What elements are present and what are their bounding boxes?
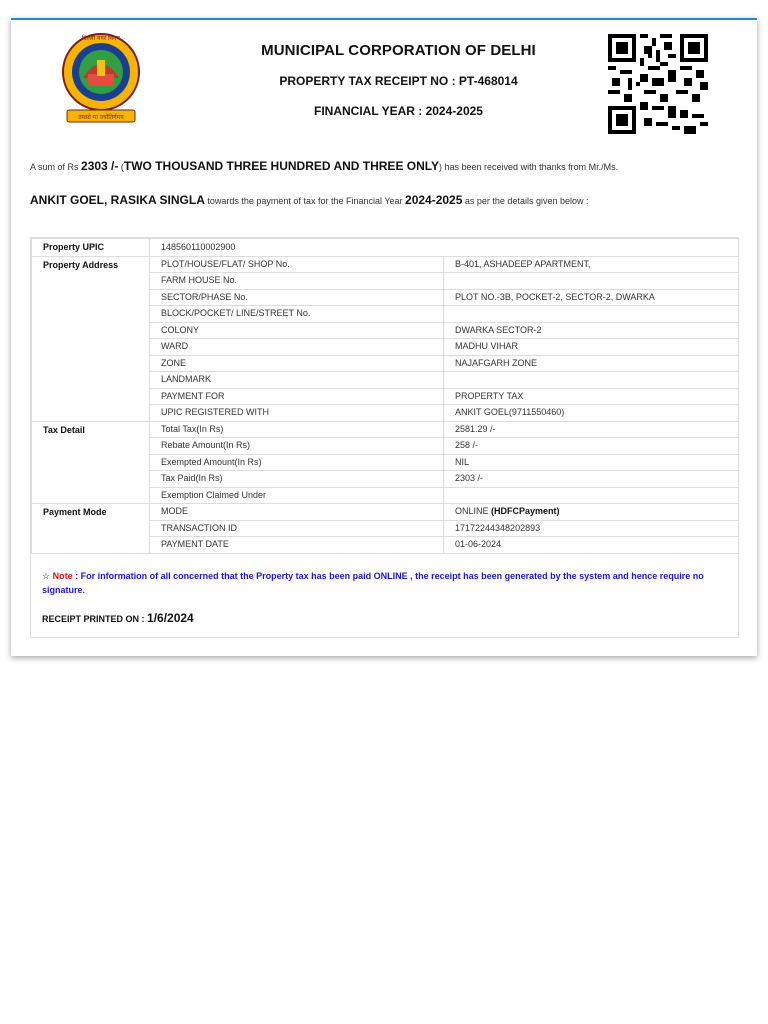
details-panel — [30, 237, 739, 638]
sum-post: ) has been received with thanks from Mr./Ms. — [439, 162, 619, 172]
property-upic-value: 148560110002900 — [150, 239, 739, 257]
row-label: WARD — [150, 339, 444, 356]
row-value: DWARKA SECTOR-2 — [444, 322, 739, 339]
logo-motto-text: तमसो मा ज्योतिर्गमय — [78, 114, 124, 121]
row-value: B-401, ASHADEEP APARTMENT, — [444, 256, 739, 273]
sum-amount: 2303 /- — [81, 159, 119, 173]
table-row — [32, 256, 739, 273]
payer-names: ANKIT GOEL, RASIKA SINGLA — [30, 193, 205, 207]
property-address-label: Property Address — [32, 256, 150, 421]
row-value — [444, 306, 739, 323]
sum-mid: ( — [118, 162, 124, 172]
mcd-logo-emblem — [57, 30, 145, 126]
row-value: ANKIT GOEL(9711550460) — [444, 405, 739, 422]
row-value — [444, 372, 739, 389]
row-value — [444, 504, 739, 521]
row-value: MADHU VIHAR — [444, 339, 739, 356]
printed-date: 1/6/2024 — [147, 611, 194, 625]
tax-detail-label: Tax Detail — [32, 421, 150, 504]
system-generated-note — [42, 569, 732, 597]
payer-mid: towards the payment of tax for the Financial Year — [204, 196, 406, 206]
row-value: NAJAFGARH ZONE — [444, 355, 739, 372]
printed-label: RECEIPT PRINTED ON : — [42, 614, 148, 624]
row-value: PROPERTY TAX — [444, 388, 739, 405]
payment-mode-value: ONLINE — [455, 506, 489, 517]
row-label: SECTOR/PHASE No. — [150, 289, 444, 306]
payment-mode-label: Payment Mode — [32, 504, 150, 554]
receipt-card — [11, 18, 757, 656]
row-label: Total Tax(In Rs) — [150, 421, 444, 438]
row-label: LANDMARK — [150, 372, 444, 389]
sum-pre: A sum of Rs — [30, 162, 82, 172]
note-text: For information of all concerned that the Property tax has been paid ONLINE , the receipt has been generated by the system and hence require no signature. — [42, 571, 704, 595]
row-label: COLONY — [150, 322, 444, 339]
star-icon: ☆ — [42, 571, 53, 581]
row-label: BLOCK/POCKET/ LINE/STREET No. — [150, 306, 444, 323]
row-label: PAYMENT FOR — [150, 388, 444, 405]
payment-date-value: 01-06-2024 — [444, 537, 739, 554]
receipt-header — [11, 20, 757, 140]
row-value: PLOT NO.-3B, POCKET-2, SECTOR-2, DWARKA — [444, 289, 739, 306]
details-table — [31, 238, 739, 554]
row-label: UPIC REGISTERED WITH — [150, 405, 444, 422]
row-label: PAYMENT DATE — [150, 537, 444, 554]
transaction-id-value: 17172244348202893 — [444, 520, 739, 537]
table-row — [32, 504, 739, 521]
row-label: Tax Paid(In Rs) — [150, 471, 444, 488]
row-label: PLOT/HOUSE/FLAT/ SHOP No. — [150, 256, 444, 273]
row-value — [444, 273, 739, 290]
payment-gateway: (HDFCPayment) — [491, 506, 560, 517]
row-label: ZONE — [150, 355, 444, 372]
row-value: 2303 /- — [444, 471, 739, 488]
note-label: Note : — [52, 571, 81, 581]
row-label: Exempted Amount(In Rs) — [150, 454, 444, 471]
row-label: MODE — [150, 504, 444, 521]
logo-top-text: दिल्ली नगर निगम — [82, 35, 120, 42]
row-label: FARM HOUSE No. — [150, 273, 444, 290]
receipt-printed-on — [42, 611, 194, 625]
org-name: MUNICIPAL CORPORATION OF DELHI — [261, 42, 536, 59]
table-row — [32, 421, 739, 438]
header-titles — [201, 20, 596, 118]
payer-post: as per the details given below : — [462, 196, 589, 206]
row-value: 2581.29 /- — [444, 421, 739, 438]
receipt-number: PROPERTY TAX RECEIPT NO : PT-468014 — [279, 74, 518, 88]
row-value: 258 /- — [444, 438, 739, 455]
row-value — [444, 487, 739, 504]
qr-code — [608, 34, 708, 134]
sum-amount-words: TWO THOUSAND THREE HUNDRED AND THREE ONLY — [123, 159, 440, 173]
table-row — [32, 239, 739, 257]
property-upic-label: Property UPIC — [32, 239, 150, 257]
row-label: Rebate Amount(In Rs) — [150, 438, 444, 455]
amount-received-line — [30, 159, 750, 173]
financial-year: FINANCIAL YEAR : 2024-2025 — [314, 104, 483, 118]
row-label: TRANSACTION ID — [150, 520, 444, 537]
payer-year: 2024-2025 — [405, 193, 463, 207]
row-value: NIL — [444, 454, 739, 471]
row-label: Exemption Claimed Under — [150, 487, 444, 504]
payer-line — [30, 193, 750, 207]
